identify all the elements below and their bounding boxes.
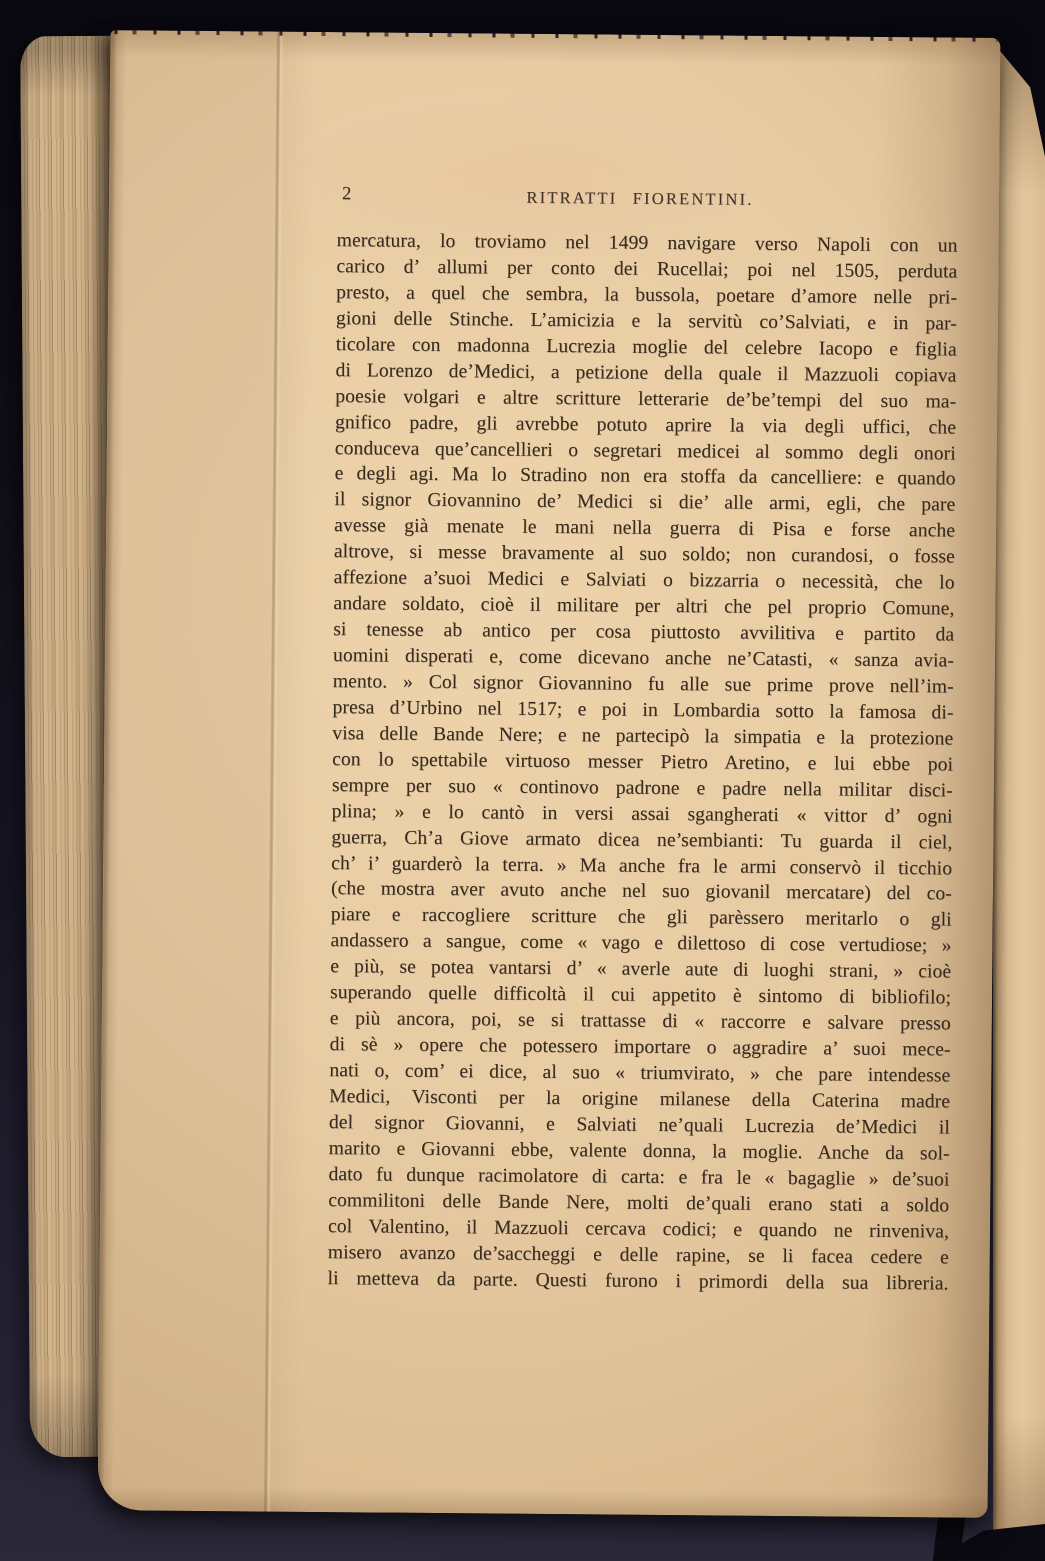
text-line: andare soldato, cioè il militare per altri che pel proprio Comune, bbox=[333, 593, 955, 620]
text-line: del signor Giovanni, e Salviati ne’quali Lucrezia de’Medici il bbox=[328, 1111, 951, 1139]
text-line: presto, a quel che sembra, la bussola, poetare d’amore nelle pri- bbox=[336, 282, 958, 309]
text-line: si tenesse ab antico per cosa piuttosto avvilitiva e partito da bbox=[333, 619, 955, 646]
text-line: dato fu dunque racimolatore di carta: e fra le « bagaglie » de’suoi bbox=[328, 1163, 950, 1191]
text-line: ch’ i’ guarderò la terra. » Ma anche fra le armi conservò il ticchio bbox=[331, 852, 953, 880]
text-line: misero avanzo de’saccheggi e delle rapine, se li facea cedere e bbox=[327, 1241, 949, 1269]
text-line: plina; » e lo cantò in versi assai sgangherati « vittor d’ ogni bbox=[331, 800, 953, 828]
text-line: andassero a sangue, come « vago e dilettoso di cose vertudiose; » bbox=[330, 930, 952, 957]
text-line: altrove, si messe bravamente al suo soldo; non curandosi, o fosse bbox=[333, 541, 955, 568]
text-line: gioni delle Stinche. L’amicizia e la servitù co’Salviati, e in par- bbox=[335, 307, 958, 335]
text-line: guerra, Ch’a Giove armato dicea ne’sembianti: Tu guarda il ciel, bbox=[331, 826, 953, 854]
page-body-text bbox=[327, 228, 957, 1297]
text-line: (che mostra aver avuto anche nel suo giovanil mercatare) del co- bbox=[330, 878, 953, 905]
text-line: col Valentino, il Mazzuoli cercava codici; e quando ne rinveniva, bbox=[327, 1215, 950, 1243]
page-header bbox=[337, 184, 957, 215]
text-line: uomini disperati e, come dicevano anche ne’Catasti, « sanza avia- bbox=[332, 645, 955, 672]
text-line: e degli agi. Ma lo Stradino non era stoffa da cancelliere: e quando bbox=[334, 463, 956, 490]
text-line: poesie volgari e altre scritture letterarie de’be’tempi del suo ma- bbox=[335, 385, 957, 413]
text-line: piare e raccogliere scritture che gli parèssero meritarlo o gli bbox=[330, 904, 952, 931]
text-line: di sè » opere che potessero importare o aggradire a’ suoi mece- bbox=[329, 1034, 951, 1061]
text-line: mento. » Col signor Giovannino fu alle sue prime prove nell’im- bbox=[332, 671, 954, 698]
text-line: ticolare con madonna Lucrezia moglie del celebre Iacopo e figlia bbox=[335, 333, 957, 361]
text-line: con lo spettabile virtuoso messer Pietro Aretino, e lui ebbe poi bbox=[332, 748, 954, 776]
running-title: RITRATTI FIORENTINI. bbox=[526, 187, 754, 209]
book-page bbox=[98, 30, 1001, 1518]
text-line: conduceva que’cancellieri o segretari medicei al sommo degli onori bbox=[334, 437, 956, 465]
text-line: mercatura, lo troviamo nel 1499 navigare verso Napoli con un bbox=[336, 230, 958, 257]
text-line: sempre per suo « continovo padrone e padre nella militar disci- bbox=[331, 774, 953, 802]
text-line: di Lorenzo de’Medici, a petizione della quale il Mazzuoli copiava bbox=[335, 359, 957, 387]
text-line: li metteva da parte. Questi furono i primordi della sua libreria. bbox=[327, 1267, 949, 1295]
backdrop-wedge-bottom-right bbox=[960, 1524, 1045, 1561]
facing-page-edge bbox=[993, 44, 1045, 1534]
text-line: marito e Giovanni ebbe, valente donna, la moglie. Anche da sol- bbox=[328, 1137, 950, 1165]
text-line: il signor Giovannino de’ Medici si die’ alle armi, egli, che pare bbox=[334, 489, 956, 516]
page-number: 2 bbox=[341, 184, 352, 205]
text-line: gnifico padre, gli avrebbe potuto aprire la via degli uffici, che bbox=[334, 411, 957, 439]
text-line: nati o, com’ ei dice, al suo « triumvirato, » che pare intendesse bbox=[329, 1060, 951, 1087]
text-line: presa d’Urbino nel 1517; e poi in Lombardia sotto la famosa di- bbox=[332, 696, 954, 724]
text-line: carico d’ allumi per conto dei Rucellai; poi nel 1505, perduta bbox=[336, 256, 958, 283]
text-line: e più ancora, poi, se si trattasse di « raccorre e salvare presso bbox=[329, 1008, 951, 1035]
text-line: visa delle Bande Nere; e ne partecipò la simpatia e la protezione bbox=[332, 722, 954, 750]
text-line: commilitoni delle Bande Nere, molti de’quali erano stati a soldo bbox=[328, 1189, 950, 1217]
text-line: avesse già menate le mani nella guerra di Pisa e forse anche bbox=[334, 515, 956, 542]
text-line: e più, se potea vantarsi d’ « averle aute di luoghi strani, » cioè bbox=[330, 956, 952, 983]
text-line: Medici, Visconti per la origine milanese della Caterina madre bbox=[329, 1086, 951, 1113]
text-line: superando quelle difficoltà il cui appetito è sintomo di bibliofilo; bbox=[329, 982, 952, 1009]
text-line: affezione a’suoi Medici e Salviati o bizzarria o necessità, che lo bbox=[333, 567, 955, 594]
